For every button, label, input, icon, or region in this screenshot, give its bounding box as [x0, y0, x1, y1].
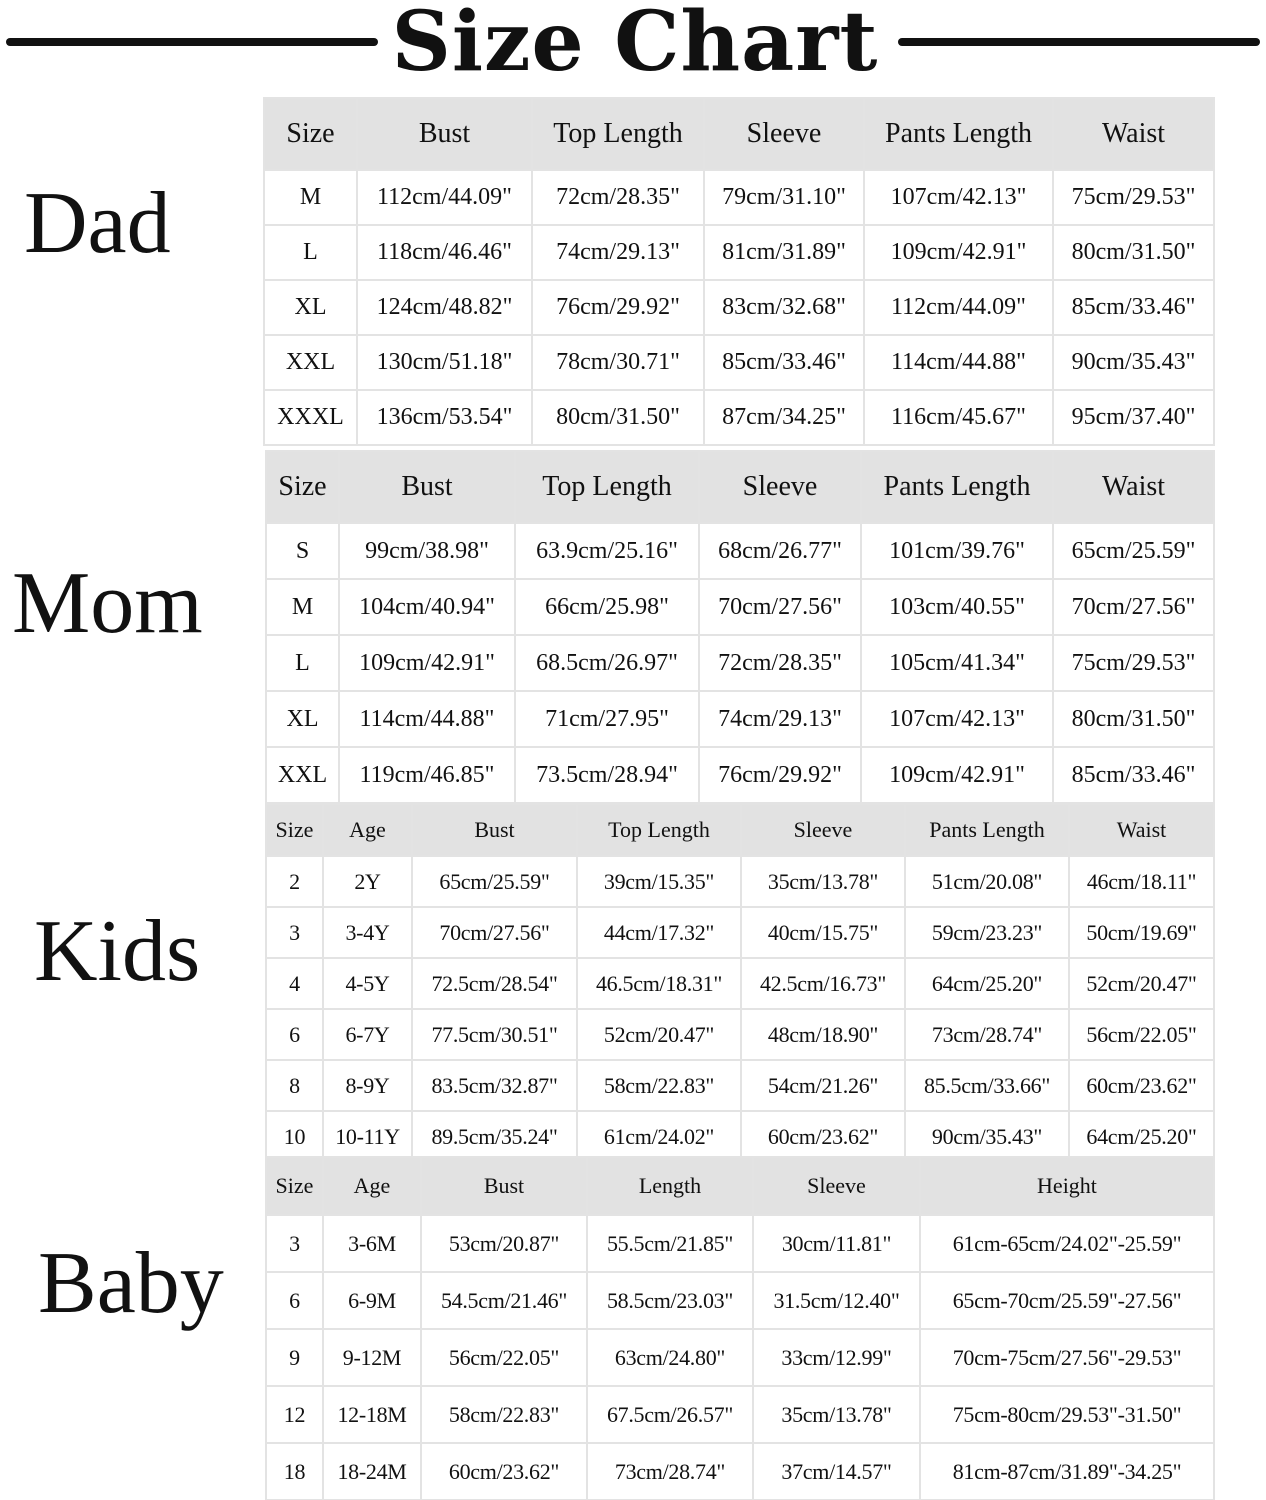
size-cell: 10 [266, 1111, 323, 1162]
size-cell: 4 [266, 958, 323, 1009]
size-table-kids [265, 803, 1215, 1163]
measurement-cell: 3-4Y [323, 907, 412, 958]
table-row [264, 335, 1214, 390]
measurement-cell: 60cm/23.62" [741, 1111, 905, 1162]
size-cell: XXL [266, 747, 339, 803]
measurement-cell: 35cm/13.78" [741, 856, 905, 907]
size-cell: 2 [266, 856, 323, 907]
measurement-cell: 46.5cm/18.31" [577, 958, 741, 1009]
table-row [266, 907, 1214, 958]
column-header: Sleeve [753, 1157, 920, 1215]
column-header: Pants Length [861, 451, 1053, 523]
column-header: Length [587, 1157, 753, 1215]
measurement-cell: 61cm/24.02" [577, 1111, 741, 1162]
measurement-cell: 70cm/27.56" [1053, 579, 1214, 635]
table-header-row [266, 804, 1214, 856]
size-cell: 8 [266, 1060, 323, 1111]
column-header: Waist [1069, 804, 1214, 856]
measurement-cell: 116cm/45.67" [864, 390, 1053, 445]
measurement-cell: 61cm-65cm/24.02"-25.59" [920, 1215, 1214, 1272]
measurement-cell: 114cm/44.88" [864, 335, 1053, 390]
measurement-cell: 76cm/29.92" [699, 747, 861, 803]
measurement-cell: 70cm-75cm/27.56"-29.53" [920, 1329, 1214, 1386]
column-header: Bust [421, 1157, 587, 1215]
measurement-cell: 118cm/46.46" [357, 225, 532, 280]
size-table-mom [265, 450, 1215, 804]
measurement-cell: 63cm/24.80" [587, 1329, 753, 1386]
measurement-cell: 72cm/28.35" [532, 170, 704, 225]
measurement-cell: 79cm/31.10" [704, 170, 864, 225]
measurement-cell: 71cm/27.95" [515, 691, 699, 747]
measurement-cell: 83.5cm/32.87" [412, 1060, 577, 1111]
size-cell: XXL [264, 335, 357, 390]
measurement-cell: 119cm/46.85" [339, 747, 515, 803]
measurement-cell: 85cm/33.46" [1053, 280, 1214, 335]
measurement-cell: 80cm/31.50" [1053, 691, 1214, 747]
measurement-cell: 109cm/42.91" [339, 635, 515, 691]
measurement-cell: 90cm/35.43" [905, 1111, 1069, 1162]
measurement-cell: 59cm/23.23" [905, 907, 1069, 958]
column-header: Top Length [515, 451, 699, 523]
table-row [266, 523, 1214, 579]
measurement-cell: 70cm/27.56" [699, 579, 861, 635]
measurement-cell: 39cm/15.35" [577, 856, 741, 907]
measurement-cell: 31.5cm/12.40" [753, 1272, 920, 1329]
column-header: Size [266, 804, 323, 856]
measurement-cell: 87cm/34.25" [704, 390, 864, 445]
column-header: Height [920, 1157, 1214, 1215]
measurement-cell: 65cm-70cm/25.59"-27.56" [920, 1272, 1214, 1329]
measurement-cell: 58cm/22.83" [421, 1386, 587, 1443]
column-header: Top Length [532, 98, 704, 170]
column-header: Sleeve [699, 451, 861, 523]
size-cell: 6 [266, 1272, 323, 1329]
size-cell: S [266, 523, 339, 579]
measurement-cell: 6-9M [323, 1272, 421, 1329]
measurement-cell: 37cm/14.57" [753, 1443, 920, 1500]
measurement-cell: 112cm/44.09" [357, 170, 532, 225]
measurement-cell: 52cm/20.47" [577, 1009, 741, 1060]
measurement-cell: 107cm/42.13" [864, 170, 1053, 225]
measurement-cell: 75cm/29.53" [1053, 170, 1214, 225]
column-header: Sleeve [741, 804, 905, 856]
size-cell: M [264, 170, 357, 225]
measurement-cell: 68.5cm/26.97" [515, 635, 699, 691]
measurement-cell: 3-6M [323, 1215, 421, 1272]
table-row [266, 635, 1214, 691]
measurement-cell: 56cm/22.05" [1069, 1009, 1214, 1060]
measurement-cell: 58cm/22.83" [577, 1060, 741, 1111]
column-header: Waist [1053, 98, 1214, 170]
table-row [264, 225, 1214, 280]
size-cell: L [266, 635, 339, 691]
column-header: Pants Length [864, 98, 1053, 170]
table-row [266, 1060, 1214, 1111]
measurement-cell: 73cm/28.74" [905, 1009, 1069, 1060]
measurement-cell: 101cm/39.76" [861, 523, 1053, 579]
table-row [266, 1272, 1214, 1329]
measurement-cell: 8-9Y [323, 1060, 412, 1111]
table-header-row [266, 1157, 1214, 1215]
measurement-cell: 42.5cm/16.73" [741, 958, 905, 1009]
measurement-cell: 74cm/29.13" [699, 691, 861, 747]
measurement-cell: 50cm/19.69" [1069, 907, 1214, 958]
size-cell: 3 [266, 1215, 323, 1272]
title-rule-right [898, 38, 1260, 46]
measurement-cell: 60cm/23.62" [1069, 1060, 1214, 1111]
measurement-cell: 70cm/27.56" [412, 907, 577, 958]
size-cell: XL [266, 691, 339, 747]
measurement-cell: 77.5cm/30.51" [412, 1009, 577, 1060]
size-cell: M [266, 579, 339, 635]
measurement-cell: 136cm/53.54" [357, 390, 532, 445]
group-label-mom: Mom [12, 555, 203, 652]
measurement-cell: 90cm/35.43" [1053, 335, 1214, 390]
measurement-cell: 109cm/42.91" [864, 225, 1053, 280]
table-row [266, 1386, 1214, 1443]
measurement-cell: 6-7Y [323, 1009, 412, 1060]
measurement-cell: 80cm/31.50" [1053, 225, 1214, 280]
column-header: Size [264, 98, 357, 170]
group-label-baby: Baby [38, 1235, 224, 1332]
column-header: Size [266, 1157, 323, 1215]
measurement-cell: 105cm/41.34" [861, 635, 1053, 691]
measurement-cell: 85.5cm/33.66" [905, 1060, 1069, 1111]
table-row [264, 390, 1214, 445]
measurement-cell: 75cm-80cm/29.53"-31.50" [920, 1386, 1214, 1443]
measurement-cell: 95cm/37.40" [1053, 390, 1214, 445]
measurement-cell: 67.5cm/26.57" [587, 1386, 753, 1443]
measurement-cell: 85cm/33.46" [1053, 747, 1214, 803]
measurement-cell: 33cm/12.99" [753, 1329, 920, 1386]
size-cell: XL [264, 280, 357, 335]
measurement-cell: 4-5Y [323, 958, 412, 1009]
measurement-cell: 55.5cm/21.85" [587, 1215, 753, 1272]
table-row [266, 1443, 1214, 1500]
measurement-cell: 112cm/44.09" [864, 280, 1053, 335]
table-row [266, 1329, 1214, 1386]
group-label-kids: Kids [34, 903, 201, 1000]
measurement-cell: 76cm/29.92" [532, 280, 704, 335]
column-header: Age [323, 804, 412, 856]
measurement-cell: 104cm/40.94" [339, 579, 515, 635]
table-row [266, 1215, 1214, 1272]
table-row [266, 1111, 1214, 1162]
group-label-dad: Dad [24, 175, 171, 272]
measurement-cell: 72cm/28.35" [699, 635, 861, 691]
measurement-cell: 130cm/51.18" [357, 335, 532, 390]
measurement-cell: 10-11Y [323, 1111, 412, 1162]
table-header-row [266, 451, 1214, 523]
measurement-cell: 18-24M [323, 1443, 421, 1500]
measurement-cell: 54cm/21.26" [741, 1060, 905, 1111]
column-header: Bust [412, 804, 577, 856]
measurement-cell: 65cm/25.59" [1053, 523, 1214, 579]
measurement-cell: 44cm/17.32" [577, 907, 741, 958]
column-header: Bust [357, 98, 532, 170]
measurement-cell: 80cm/31.50" [532, 390, 704, 445]
page-title: Size Chart [391, 0, 879, 90]
size-table-baby [265, 1156, 1215, 1500]
size-cell: 18 [266, 1443, 323, 1500]
table-row [266, 579, 1214, 635]
measurement-cell: 89.5cm/35.24" [412, 1111, 577, 1162]
measurement-cell: 48cm/18.90" [741, 1009, 905, 1060]
measurement-cell: 73cm/28.74" [587, 1443, 753, 1500]
measurement-cell: 2Y [323, 856, 412, 907]
table-row [266, 691, 1214, 747]
title-rule-left [6, 38, 378, 46]
column-header: Bust [339, 451, 515, 523]
table-row [264, 280, 1214, 335]
measurement-cell: 73.5cm/28.94" [515, 747, 699, 803]
column-header: Top Length [577, 804, 741, 856]
measurement-cell: 56cm/22.05" [421, 1329, 587, 1386]
measurement-cell: 12-18M [323, 1386, 421, 1443]
measurement-cell: 52cm/20.47" [1069, 958, 1214, 1009]
measurement-cell: 53cm/20.87" [421, 1215, 587, 1272]
chart-header [0, 0, 1266, 88]
size-table-dad [263, 97, 1215, 446]
table-row [266, 747, 1214, 803]
table-row [266, 856, 1214, 907]
measurement-cell: 124cm/48.82" [357, 280, 532, 335]
measurement-cell: 68cm/26.77" [699, 523, 861, 579]
measurement-cell: 114cm/44.88" [339, 691, 515, 747]
measurement-cell: 83cm/32.68" [704, 280, 864, 335]
column-header: Sleeve [704, 98, 864, 170]
measurement-cell: 46cm/18.11" [1069, 856, 1214, 907]
size-cell: 9 [266, 1329, 323, 1386]
measurement-cell: 81cm-87cm/31.89"-34.25" [920, 1443, 1214, 1500]
measurement-cell: 30cm/11.81" [753, 1215, 920, 1272]
table-row [266, 958, 1214, 1009]
measurement-cell: 40cm/15.75" [741, 907, 905, 958]
size-cell: 12 [266, 1386, 323, 1443]
column-header: Size [266, 451, 339, 523]
measurement-cell: 66cm/25.98" [515, 579, 699, 635]
column-header: Waist [1053, 451, 1214, 523]
measurement-cell: 64cm/25.20" [905, 958, 1069, 1009]
measurement-cell: 58.5cm/23.03" [587, 1272, 753, 1329]
measurement-cell: 78cm/30.71" [532, 335, 704, 390]
measurement-cell: 51cm/20.08" [905, 856, 1069, 907]
column-header: Age [323, 1157, 421, 1215]
table-row [264, 170, 1214, 225]
measurement-cell: 85cm/33.46" [704, 335, 864, 390]
measurement-cell: 107cm/42.13" [861, 691, 1053, 747]
measurement-cell: 35cm/13.78" [753, 1386, 920, 1443]
measurement-cell: 64cm/25.20" [1069, 1111, 1214, 1162]
measurement-cell: 54.5cm/21.46" [421, 1272, 587, 1329]
size-cell: L [264, 225, 357, 280]
size-cell: XXXL [264, 390, 357, 445]
measurement-cell: 72.5cm/28.54" [412, 958, 577, 1009]
size-cell: 6 [266, 1009, 323, 1060]
column-header: Pants Length [905, 804, 1069, 856]
table-header-row [264, 98, 1214, 170]
measurement-cell: 103cm/40.55" [861, 579, 1053, 635]
measurement-cell: 9-12M [323, 1329, 421, 1386]
measurement-cell: 60cm/23.62" [421, 1443, 587, 1500]
measurement-cell: 63.9cm/25.16" [515, 523, 699, 579]
measurement-cell: 81cm/31.89" [704, 225, 864, 280]
measurement-cell: 75cm/29.53" [1053, 635, 1214, 691]
measurement-cell: 74cm/29.13" [532, 225, 704, 280]
measurement-cell: 109cm/42.91" [861, 747, 1053, 803]
measurement-cell: 65cm/25.59" [412, 856, 577, 907]
size-cell: 3 [266, 907, 323, 958]
table-row [266, 1009, 1214, 1060]
measurement-cell: 99cm/38.98" [339, 523, 515, 579]
